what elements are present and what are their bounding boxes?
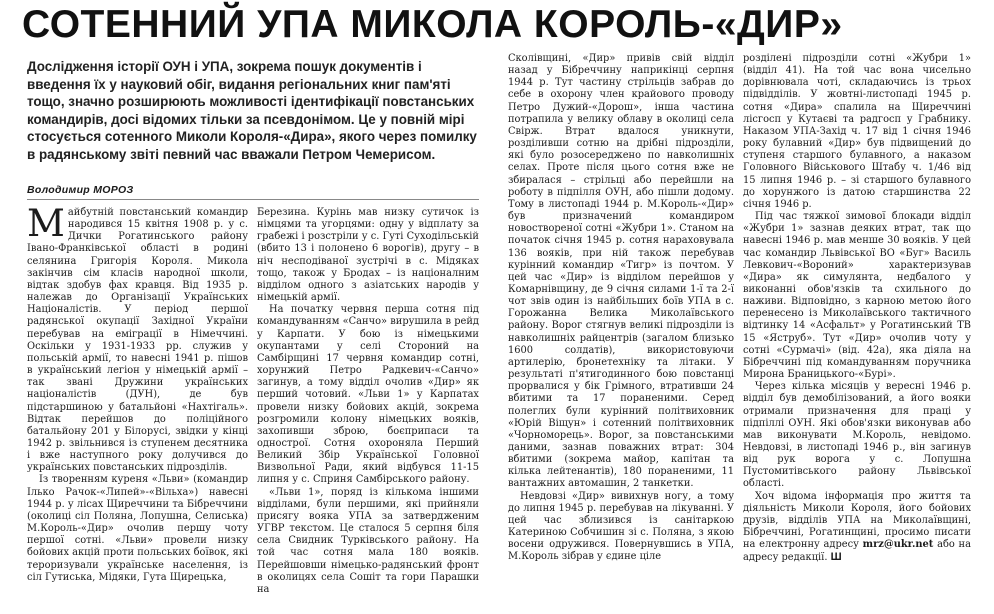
article-paragraph: Невдовзі «Дир» вивихнув ногу, а тому до липня 1945 р. перебував на лікуванні. У цей час зблизився із санітаркою Катериною Собчишин зі с. Поляна, з якою восени одружився. Повернувшись в УПА, М.Король зібрав у єдине ціле [508,490,734,563]
article-paragraph [743,491,971,565]
column-1 [27,202,248,584]
paragraph-text: Хоч відома інформація про життя та діяльність Миколи Короля, його бойових друзів, відділів УПА на Миколаївщині, Бібреччині, Рогатинщині, просимо писати на електронну адресу [743,490,971,551]
column-2 [257,207,479,596]
article-paragraph: На початку червня перша сотня під командуванням «Санчо» вирушила в рейд у Карпати. У бою із німецькими окупантами у селі Стороний на Самбірщині 17 червня командир сотні, хорунжий Петро Радкевич-«Санчо» загинув, а тому відділ очолив «Дир» як перший чотовий. «Льви 1» у Карпатах провели низку бойових акцій, зокрема розгромили колону німецьких вояків, захопивши зброю, боєприпаси та однострої. Сотня охороняла Перший Великий Збір Української Головної Визвольної Ради, який відбувся 11-15 липня у с. Сприня Самбірського району. [257,304,479,486]
lead-paragraph: Дослідження історії ОУН і УПА, зокрема пошук документів і введення їх у науковий обіг, видання регіональних книг пам'яті тощо, значно розширюють можливості ідентифікації повстанських командирів, досі відомих тільки за псевдонімом. Це у повній мірі стосується сотенного Миколи Короля-«Дира», якого через помилку в радянському звіті певний час вважали Петром Чемерисом. [27,59,477,162]
paragraph-text: або на адресу редакції. [743,539,971,564]
article-paragraph: Із творенням куреня «Льви» (командир Ілько Рачок-«Липей»-«Вільха») навесні 1944 р. у лісах Щиреччини та Бібреччини (околиці сіл Поляна, Лопушна, Селиська) М.Король-«Дир» очолив першу чоту першої сотні. «Льви» провели низку бойових акцій проти польських боївок, які тероризували українське населення, із сіл Гутиська, Мідяки, Гута Щирецька, [27,474,248,583]
article-paragraph: «Льви 1», поряд із кількома іншими відділами, були першими, які прийняли присягу вояка УПА за затвердженим УГВР текстом. Це сталося 5 серпня біля села Свидник Турківського району. На той час сотня мала 180 вояків. Перейшовши німецько-радянський фронт в околицях села Сошіт та гори Парашки на [257,486,479,595]
article-paragraph: Під час тяжкої зимової блокади відділ «Жубри 1» зазнав деяких втрат, так що навесні 1946 р. мав менше 30 вояків. У цей час командир Львівської ВО «Буг» Василь Левкович-«Вороний» характеризував «Дира» як симулянта, недбалого у виконанні обов'язків та схильного до наживи. Відповідно, з карною метою його перенесено із Миколаївського тактичного відтинку 14 «Асфальт» у Рогатинський ТВ 15 «Яструб». Тут «Дир» очолив чоту у сотні «Сурмачі» (від. 42а), яка діяла на Бібреччині під командуванням поручника Мирона Браницького-«Бурі». [743,211,971,381]
byline: Володимир МОРОЗ [27,184,134,196]
article-paragraph: Через кілька місяців у вересні 1946 р. відділ був демобілізований, а його вояки отримали призначення для праці у підпіллі ОУН. Які обов'язки виконував або мав виконувати М.Король, невідомо. Невдовзі, в листопаді 1946 р., він загинув від рук ворога у с. Лопушна Пустомитівського району Львівської області. [743,381,971,490]
end-mark: Ш [830,551,842,564]
article-paragraph: Березина. Курінь мав низку сутичок із німцями та угорцями: одну у відплату за грабежі і розстріли у с. Гуті Суходільській (вбито 13 і полонено 6 ворогів), другу – в ніч несподіваної зустрічі в с. Мідяках тощо, також у Бродах – із націоналним відділом одного з азіатських народів у німецькій армії. [257,207,479,304]
drop-cap: М [27,202,65,245]
article-paragraph: розділені підрозділи сотні «Жубри 1» (відділ 41). На той час вона чисельно дорівнювала чоті, складаючись із трьох підвідділів. У жовтні-листопаді 1945 р. сотня «Дира» спалила на Щиреччині лісгосп у Кутаєві та радгосп у Грабнику. Наказом УПА-Захід ч. 17 від 1 січня 1946 року булавний «Дир» був підвищений до ступеня старшого булавного, а наказом Головного Військового Штабу ч. 1/46 від 15 липня 1946 р. – зі старшого булавного до хорунжого із датою старшинства 22 січня 1946 р. [743,53,971,210]
column-3 [508,53,734,564]
headline: СОТЕННИЙ УПА МИКОЛА КОРОЛЬ-«ДИР» [22,3,843,46]
byline-divider [27,199,479,200]
article-paragraph: Сколівщині, «Дир» привів свій відділ назад у Бібреччину наприкінці серпня 1944 р. Тут частину стрільців забрав до себе в охорону член крайового проводу Петро Дужий-«Дорош», інша частина потрапила у велику облаву в околиці села Свірж. Втрат вдалося уникнути, розділивши сотню на дрібні підрозділи, які було розосереджено по навколишніх селах. Проте після цього сотня вже не збиралася – стрільці або перейшли на роботу в підпілля ОУН, або пішли додому. Тому в листопаді 1944 р. М.Король-«Дир» був призначений командиром новоствореної сотні «Жубри 1». Станом на початок січня 1945 р. сотня нараховувала 136 вояків, при ній також перебував курінний командир «Тигр» із почтом. У цей час «Дир» із відділом перейшов у Комарнівщину, де 9 січня силами 1-ї та 2-ї чот звів один із найбільших боїв УПА в с. Горожанна Велика Миколаївського району. Ворог стягнув великі підрозділи із навколишніх райцентрів (загалом близько 1600 солдатів), використовуючи артилерію, бронетехніку та літаки. У результаті п'ятигодинного бою повстанці прорвалися у бік Грімного, втративши 24 вбитими та 17 пораненими. Серед полеглих були курінний політвиховник «Юрій Віщун» і сотенний політвиховник «Чорноморець». Ворог, за повстанськими даними, зазнав поважних втрат: 304 вбитими (зокрема майор, капітан та кілька лейтенантів), 180 пораненими, 11 вантажних автомашин, 2 танкетки. [508,53,734,490]
paragraph-text: айбутній повстанський командир народився 15 квітня 1908 р. у с. Дички Рогатинського району Івано-Франківської області в родині селянина Григорія Короля. Микола закінчив сім класів народної школи, відтак здобув фах кравця. Від 1935 р. належав до Організації Українських Націоналістів. У період першої радянської окупації Західної України перебував на еміграції в Німеччині. Оскільки у 1931-1933 рр. служив у польській армії, то навесні 1941 р. пішов в український легіон у німецькій армії – так звані Дружини українських націоналістів (ДУН), де був підстаршиною у батальйоні «Нахтігаль». Відтак перейшов до поліційного батальйону 201 у Білорусі, звідки у кінці 1942 р. звільнився із ступенем десятника і вже наступного року долучився до українських повстанських підрозділів. [27,207,248,474]
email-link[interactable]: mrz@ukr.net [862,539,934,551]
article-paragraph [27,202,248,474]
column-4 [743,53,971,565]
